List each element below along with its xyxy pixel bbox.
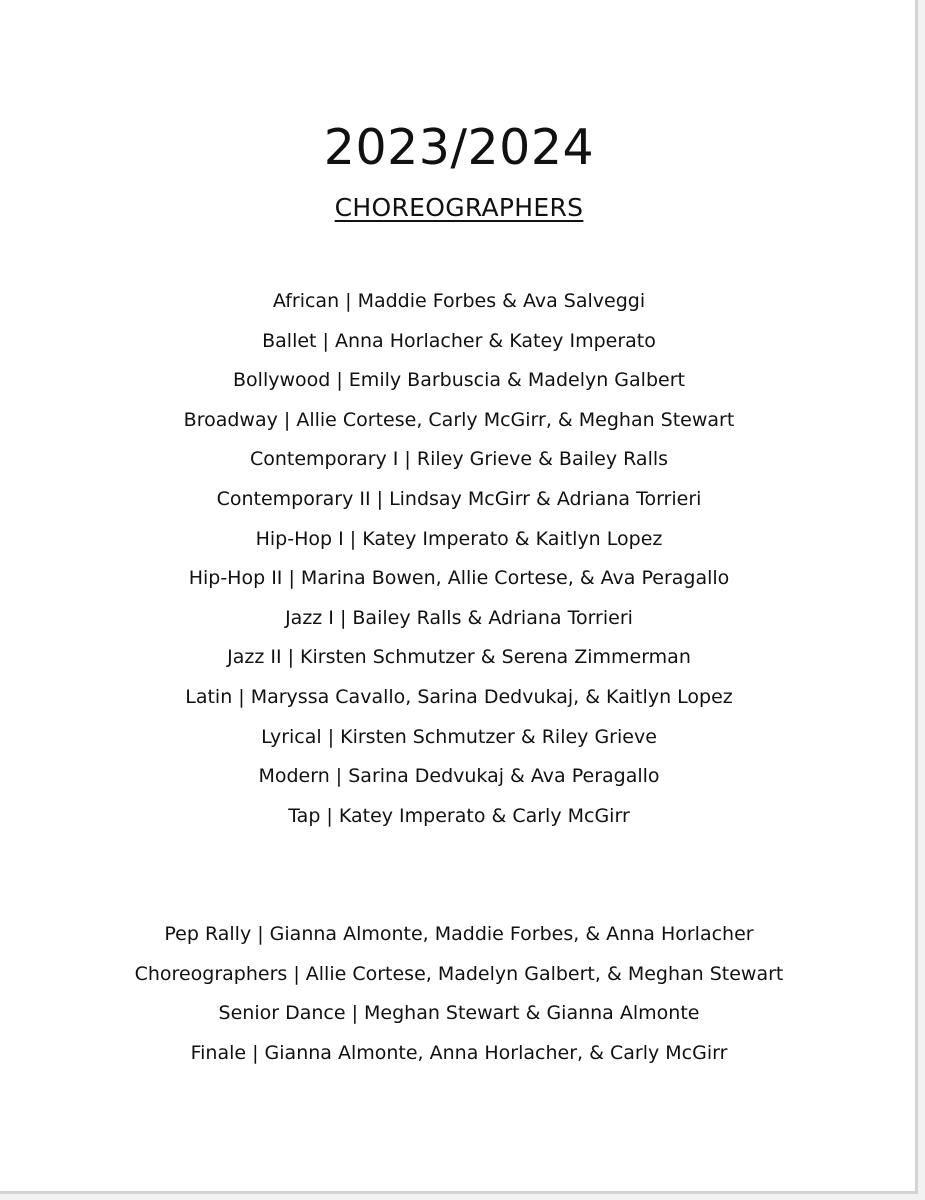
list-item: Hip-Hop II | Marina Bowen, Allie Cortese, & Ava Peragallo <box>188 567 730 590</box>
list-item: Contemporary II | Lindsay McGirr & Adriana Torrieri <box>216 487 702 510</box>
list-item: Finale | Gianna Almonte, Anna Horlacher, & Carly McGirr <box>190 1041 728 1064</box>
list-item: Bollywood | Emily Barbuscia & Madelyn Galbert <box>233 369 685 392</box>
list-item: Choreographers | Allie Cortese, Madelyn Galbert, & Meghan Stewart <box>134 962 784 985</box>
list-item: African | Maddie Forbes & Ava Salveggi <box>272 290 646 312</box>
list-item: Broadway | Allie Cortese, Carly McGirr, & Meghan Stewart <box>183 408 735 431</box>
list-item: Ballet | Anna Horlacher & Katey Imperato <box>262 329 656 352</box>
list-item: Latin | Maryssa Cavallo, Sarina Dedvukaj, & Kaitlyn Lopez <box>185 685 733 708</box>
list-item: Pep Rally | Gianna Almonte, Maddie Forbes, & Anna Horlacher <box>164 923 754 945</box>
list-item: Jazz I | Bailey Ralls & Adriana Torrieri <box>285 606 633 629</box>
class-choreographer-list <box>0 282 918 836</box>
section-heading: CHOREOGRAPHERS <box>334 193 584 222</box>
list-item: Modern | Sarina Dedvukaj & Ava Peragallo <box>258 765 660 788</box>
special-dance-list <box>0 915 918 1073</box>
page-title: 2023/2024 <box>323 119 595 176</box>
list-item: Tap | Katey Imperato & Carly McGirr <box>288 804 630 827</box>
list-item: Lyrical | Kirsten Schmutzer & Riley Grieve <box>261 725 657 748</box>
list-item: Senior Dance | Meghan Stewart & Gianna Almonte <box>218 1002 700 1025</box>
list-item: Hip-Hop I | Katey Imperato & Kaitlyn Lopez <box>255 527 663 550</box>
list-item: Contemporary I | Riley Grieve & Bailey Ralls <box>249 448 669 471</box>
list-item: Jazz II | Kirsten Schmutzer & Serena Zimmerman <box>227 646 691 669</box>
